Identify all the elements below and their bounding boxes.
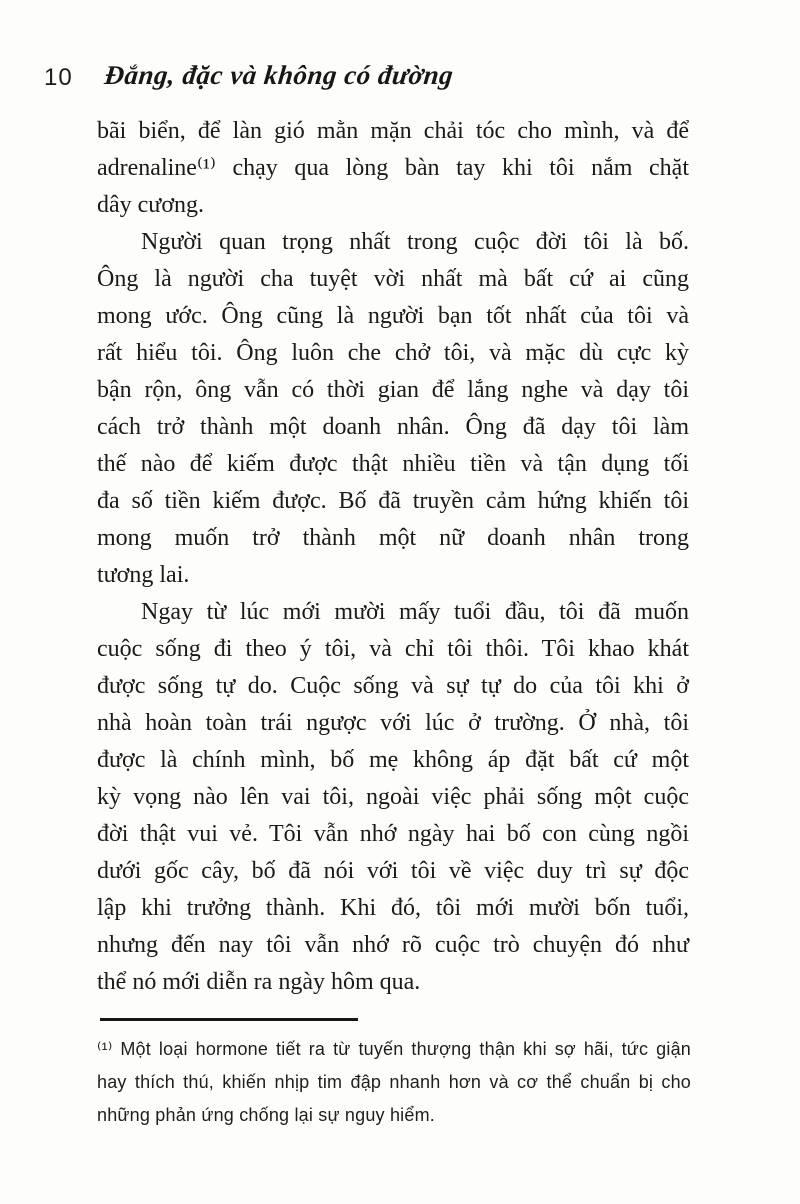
text-line: kỳ vọng nào lên vai tôi, ngoài việc phải sống một cuộc — [97, 784, 689, 810]
footnote-divider — [100, 1018, 358, 1021]
text-line: Ngay từ lúc mới mười mấy tuổi đầu, tôi đã muốn — [141, 599, 689, 625]
text-line: dây cương. — [97, 192, 205, 218]
text-line: đời thật vui vẻ. Tôi vẫn nhớ ngày hai bố con cùng ngồi — [97, 821, 689, 847]
text-line: lập khi trưởng thành. Khi đó, tôi mới mười bốn tuổi, — [97, 895, 689, 921]
running-title: Đắng, đặc và không có đường — [103, 60, 455, 90]
text-line: đa số tiền kiếm được. Bố đã truyền cảm hứng khiến tôi — [97, 488, 689, 514]
text-line: ⁽¹⁾ Một loại hormone tiết ra từ tuyến thượng thận khi sợ hãi, tức giận — [97, 1039, 691, 1059]
text-line: mong muốn trở thành một nữ doanh nhân trong — [97, 525, 689, 551]
text-line: thể nó mới diễn ra ngày hôm qua. — [97, 969, 421, 995]
footnote-text — [97, 1033, 691, 1132]
text-line: những phản ứng chống lại sự nguy hiểm. — [97, 1105, 435, 1125]
text-line: cuộc sống đi theo ý tôi, và chỉ tôi thôi. Tôi khao khát — [97, 636, 689, 662]
text-line: hay thích thú, khiến nhịp tim đập nhanh hơn và cơ thể chuẩn bị cho — [97, 1072, 691, 1092]
text-line: adrenaline⁽¹⁾ chạy qua lòng bàn tay khi tôi nắm chặt — [97, 155, 689, 181]
body-text — [97, 113, 689, 1001]
page-number: 10 — [44, 64, 73, 91]
text-line: nhà hoàn toàn trái ngược với lúc ở trường. Ở nhà, tôi — [97, 710, 689, 736]
text-line: thế nào để kiếm được thật nhiều tiền và tận dụng tối — [97, 451, 689, 477]
text-line: bãi biển, để làn gió mằn mặn chải tóc cho mình, và để — [97, 118, 689, 144]
text-line: cách trở thành một doanh nhân. Ông đã dạy tôi làm — [97, 414, 689, 440]
text-line: rất hiểu tôi. Ông luôn che chở tôi, và mặc dù cực kỳ — [97, 340, 689, 366]
text-line: Ông là người cha tuyệt vời nhất mà bất cứ ai cũng — [97, 266, 689, 292]
text-line: bận rộn, ông vẫn có thời gian để lắng nghe và dạy tôi — [97, 377, 689, 403]
text-line: được là chính mình, bố mẹ không áp đặt bất cứ một — [97, 747, 689, 773]
page-header — [0, 60, 800, 100]
text-line: dưới gốc cây, bố đã nói với tôi về việc duy trì sự độc — [97, 858, 689, 884]
text-line: mong ước. Ông cũng là người bạn tốt nhất của tôi và — [97, 303, 689, 329]
text-line: tương lai. — [97, 562, 190, 588]
text-line: được sống tự do. Cuộc sống và sự tự do của tôi khi ở — [97, 673, 689, 699]
text-line: Người quan trọng nhất trong cuộc đời tôi là bố. — [141, 229, 689, 255]
text-line: nhưng đến nay tôi vẫn nhớ rõ cuộc trò chuyện đó như — [97, 932, 689, 958]
